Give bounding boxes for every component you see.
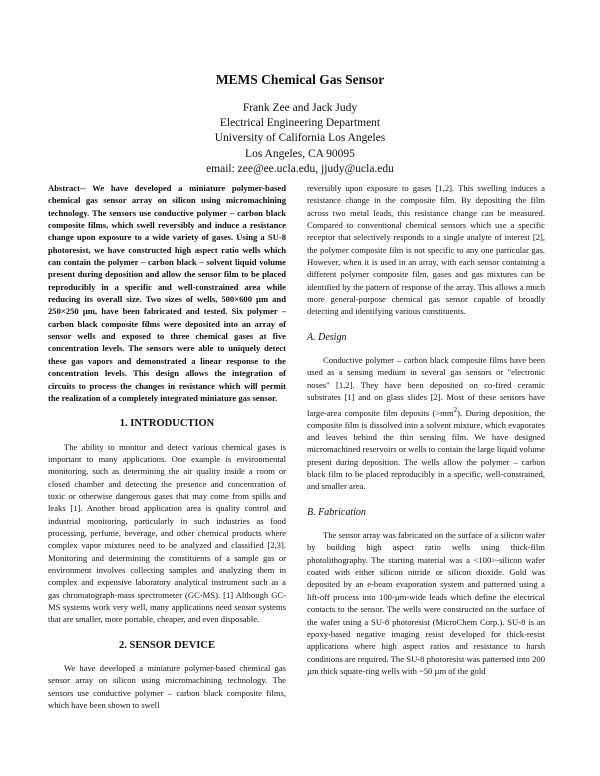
design-text-part-b: ). During deposition, the composite film is dissolved into a solvent mixture, which evaporates and leaves behind the thin sensing film. We have designed micromachined reservoirs or wells to contain the large liquid volume present during deposition. The wells allow the polymer – carbon black film to be placed reproducibly in a specific, well-constrained, and smaller area. bbox=[307, 407, 546, 492]
design-text-part-a: Conductive polymer – carbon black composite films have been used as a sensing medium in several gas sensors or "electronic noses" [1,2]. They have been deposited on co-fired ceramic substrates [1] and on glass slides [2]. Most of these sensors have large-area composite film deposits (>mm bbox=[307, 355, 545, 418]
sensor-device-paragraph: We have developed a miniature polymer-based chemical gas sensor array on silicon using micromachining technology. The sensors use conductive polymer – carbon black composite films, which have been shown to swell bbox=[48, 663, 286, 711]
author-email: email: zee@ee.ucla.edu, jjudy@ucla.edu bbox=[206, 162, 394, 175]
design-heading: A. Design bbox=[307, 331, 347, 343]
design-paragraph bbox=[307, 354, 545, 493]
sensor-device-heading: 2. SENSOR DEVICE bbox=[119, 639, 215, 651]
author-department: Electrical Engineering Department bbox=[219, 117, 381, 130]
fabrication-paragraph: The sensor array was fabricated on the surface of a silicon wafer by building high aspect ratio wells using thick-film photolithography. The starting material was a <100>-silicon wafer coated with either silicon nitride or silicon dioxide. Gold was deposited by an e-beam evaporation system and patterned using a lift-off process into 100-µm-wide leads which define the electrical contacts to the sensor. The wells were constructed on the surface of the wafer using a SU-8 photoresist (MicroChem Corp.). SU-8 is an epoxy-based negative imaging resist developed for thick-resist applications where high aspect ratios and resistance to harsh conditions are required. The SU-8 photoresist was patterned into 200 µm thick square-ring wells with ~50 µm of the gold bbox=[307, 530, 545, 676]
introduction-heading: 1. INTRODUCTION bbox=[119, 418, 215, 430]
paper-title: MEMS Chemical Gas Sensor bbox=[215, 72, 385, 87]
left-column bbox=[48, 182, 286, 711]
author-university: University of California Los Angeles bbox=[214, 132, 386, 145]
fabrication-heading: B. Fabrication bbox=[307, 506, 366, 518]
introduction-paragraph: The ability to monitor and detect various chemical gases is important to many applications. One example is environmental monitoring, such as determining the air quality inside a room or closed chamber and detecting the presence and concentration of toxic or otherwise dangerous gases that may come from spills and leaks [1]. Another broad application area is quality control and industrial monitoring, particularly in such industries as food processing, perfume, beverage, and other chemical products where complex vapor mixtures need to be analyzed and classified [2,3]. Monitoring and determining the constituents of a sample gas or environment involves collecting samples and analyzing them in complex and expensive laboratory analytical instrument such as a gas chromatograph-mass spectrometer (GC-MS). [1] Although GC-MS systems work very well, many applications need sensor systems that are smaller, more portable, cheaper, and even disposable. bbox=[48, 441, 286, 625]
author-city: Los Angeles, CA 90095 bbox=[245, 147, 355, 160]
right-column bbox=[307, 182, 545, 677]
design-superscript: 2 bbox=[453, 405, 458, 414]
abstract-paragraph: Abstract-- We have developed a miniature polymer-based chemical gas sensor array on silicon using micromachining technology. The sensors use conductive polymer – carbon black composite films, which swell reversibly and induce a resistance change upon exposure to a wide variety of gases. Using a SU-8 photoresist, we have constructed high aspect ratio wells which can contain the polymer – carbon black – solvent liquid volume present during deposition and allow the sensor film to be placed reproducibly in a specific and well-constrained area while reducing its overall size. Two sizes of wells, 500×600 µm and 250×250 µm, have been fabricated and tested. Six polymer – carbon black composite films were deposited into an array of sensor wells and exposed to three chemical gases at five concentration levels. The sensors were able to uniquely detect these gas vapors and demonstrated a linear response to the concentration levels. This design allows the integration of circuits to process the changes in resistance which will permit the realization of a completely integrated miniature gas sensor. bbox=[48, 183, 286, 403]
author-block bbox=[0, 101, 600, 177]
sensor-device-continuation: reversibly upon exposure to gases [1,2]. This swelling induces a resistance change in the composite film. By depositing the film across two metal leads, this resistance change can be measured. Compared to conventional chemical sensors which use a specific receptor that selectively responds to a single analyte of interest [2], the polymer composite film is not specific to any one particular gas. However, when it is used in an array, with each sensor containing a different polymer composite film, gases and gas mixtures can be identified by the pattern of response of the array. This allows a much more general-purpose chemical gas sensor capable of broadly detecting and identifying various constituents. bbox=[307, 183, 545, 317]
author-names: Frank Zee and Jack Judy bbox=[242, 102, 358, 114]
